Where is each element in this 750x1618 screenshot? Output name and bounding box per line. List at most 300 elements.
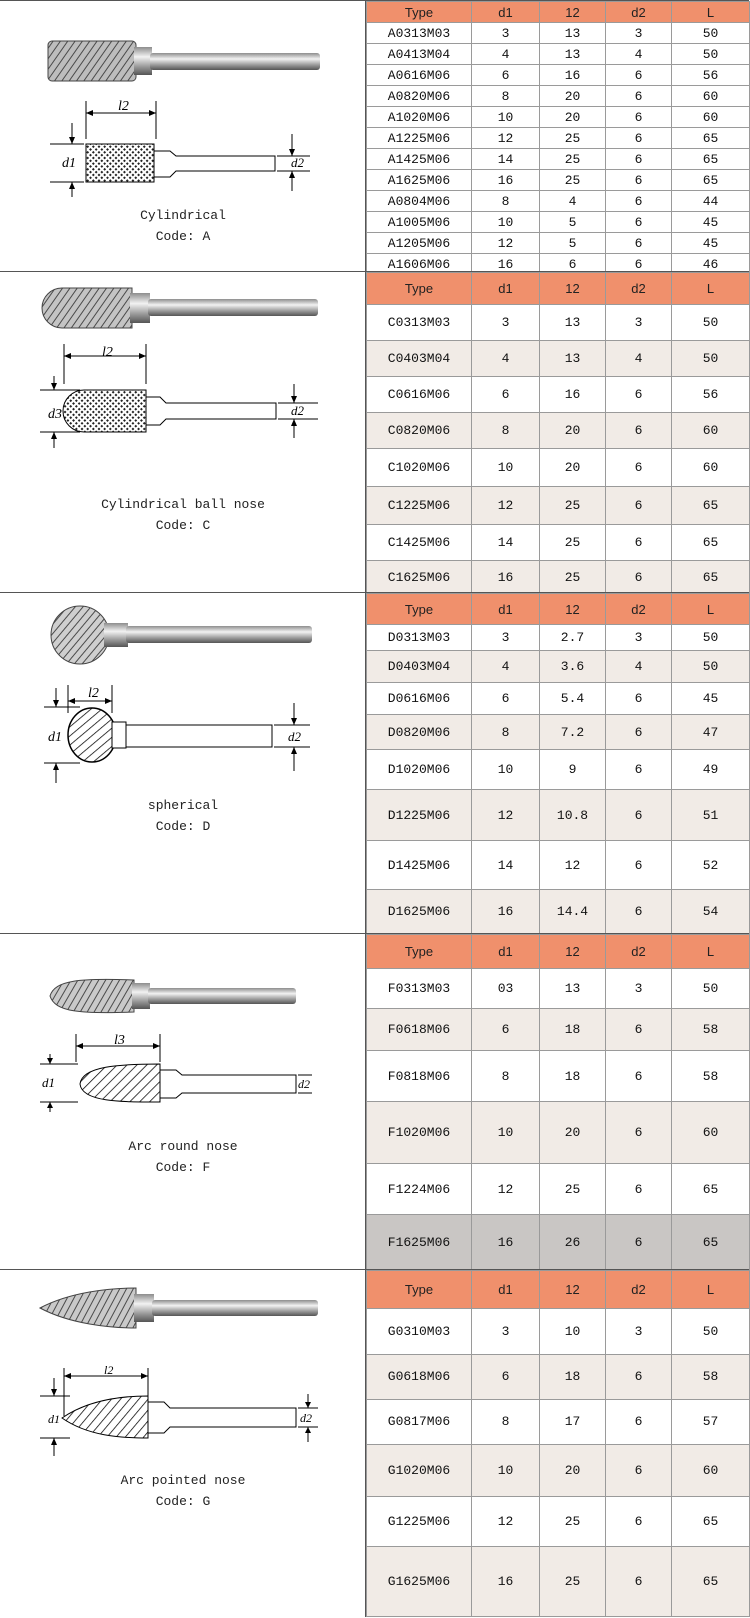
type-cell: F1625M06 <box>367 1215 472 1270</box>
value-cell: 13 <box>540 969 606 1009</box>
value-cell: 50 <box>672 305 750 341</box>
type-cell: C0313M03 <box>367 305 472 341</box>
value-cell: 47 <box>672 715 750 750</box>
value-cell: 6 <box>606 1102 672 1164</box>
header-row <box>367 935 750 969</box>
type-cell: C1020M06 <box>367 449 472 487</box>
head-diameter-label: d1 <box>42 1075 55 1090</box>
value-cell: 4 <box>472 651 540 683</box>
value-cell: 10 <box>472 750 540 790</box>
value-cell: 45 <box>672 233 750 254</box>
value-cell: 58 <box>672 1009 750 1051</box>
spec-table-a <box>366 1 750 275</box>
type-cell: A1625M06 <box>367 170 472 191</box>
column-header: 12 <box>540 935 606 969</box>
value-cell: 25 <box>540 561 606 594</box>
value-cell: 6 <box>606 890 672 934</box>
column-header: L <box>672 594 750 625</box>
value-cell: 14 <box>472 149 540 170</box>
table-row <box>367 1164 750 1215</box>
value-cell: 6 <box>606 377 672 413</box>
value-cell: 60 <box>672 107 750 128</box>
value-cell: 58 <box>672 1051 750 1102</box>
column-header: L <box>672 2 750 23</box>
value-cell: 6 <box>606 191 672 212</box>
value-cell: 60 <box>672 449 750 487</box>
type-cell: A0616M06 <box>367 65 472 86</box>
column-header: L <box>672 273 750 305</box>
value-cell: 50 <box>672 651 750 683</box>
value-cell: 12 <box>472 128 540 149</box>
type-cell: C0403M04 <box>367 341 472 377</box>
table-row <box>367 413 750 449</box>
header-row <box>367 2 750 23</box>
value-cell: 6 <box>606 487 672 525</box>
value-cell: 4 <box>606 44 672 65</box>
arc-round-nose-burr-illustration <box>0 934 366 1270</box>
header-row <box>367 594 750 625</box>
shape-name: Cylindrical ball nose <box>101 497 265 512</box>
value-cell: 6 <box>606 1354 672 1399</box>
value-cell: 3 <box>606 23 672 44</box>
shank-diameter-label: d2 <box>288 729 301 744</box>
value-cell: 6 <box>606 413 672 449</box>
value-cell: 3 <box>606 305 672 341</box>
value-cell: 12 <box>472 487 540 525</box>
value-cell: 6 <box>606 107 672 128</box>
type-cell: G0310M03 <box>367 1309 472 1354</box>
table-row <box>367 65 750 86</box>
value-cell: 16 <box>472 254 540 275</box>
table-row <box>367 525 750 561</box>
table-row <box>367 233 750 254</box>
type-cell: G1225M06 <box>367 1497 472 1547</box>
value-cell: 12 <box>472 233 540 254</box>
table-row <box>367 890 750 934</box>
table-row <box>367 23 750 44</box>
type-cell: D0313M03 <box>367 625 472 651</box>
type-cell: D0403M04 <box>367 651 472 683</box>
value-cell: 45 <box>672 212 750 233</box>
head-diameter-label: d3 <box>48 407 62 422</box>
column-header: Type <box>367 273 472 305</box>
value-cell: 60 <box>672 413 750 449</box>
value-cell: 65 <box>672 149 750 170</box>
value-cell: 4 <box>472 44 540 65</box>
table-row <box>367 683 750 715</box>
ball-nose-burr-illustration <box>0 272 366 593</box>
table-row <box>367 107 750 128</box>
shape-name: spherical <box>147 798 219 813</box>
value-cell: 8 <box>472 413 540 449</box>
value-cell: 56 <box>672 377 750 413</box>
table-row <box>367 1546 750 1616</box>
value-cell: 58 <box>672 1354 750 1399</box>
value-cell: 50 <box>672 969 750 1009</box>
column-header: L <box>672 935 750 969</box>
value-cell: 16 <box>540 65 606 86</box>
section-arc-pointed-nose <box>0 1269 749 1617</box>
illustration-panel <box>0 1270 366 1617</box>
value-cell: 10 <box>472 107 540 128</box>
value-cell: 6 <box>606 715 672 750</box>
type-cell: A1205M06 <box>367 233 472 254</box>
type-cell: D0820M06 <box>367 715 472 750</box>
value-cell: 6 <box>472 65 540 86</box>
type-cell: F0618M06 <box>367 1009 472 1051</box>
table-row <box>367 149 750 170</box>
value-cell: 65 <box>672 170 750 191</box>
value-cell: 57 <box>672 1399 750 1444</box>
length-label: l2 <box>88 686 99 701</box>
section-arc-round-nose <box>0 933 749 1269</box>
arc-pointed-nose-burr-illustration <box>0 1270 366 1618</box>
value-cell: 6 <box>606 1399 672 1444</box>
length-label: l2 <box>102 345 113 360</box>
length-label: l2 <box>104 1363 114 1377</box>
value-cell: 46 <box>672 254 750 275</box>
value-cell: 3 <box>472 23 540 44</box>
value-cell: 20 <box>540 449 606 487</box>
value-cell: 6 <box>606 750 672 790</box>
column-header: d2 <box>606 935 672 969</box>
value-cell: 5.4 <box>540 683 606 715</box>
value-cell: 5 <box>540 233 606 254</box>
value-cell: 6 <box>606 86 672 107</box>
type-cell: A0804M06 <box>367 191 472 212</box>
type-cell: G0817M06 <box>367 1399 472 1444</box>
value-cell: 3 <box>606 1309 672 1354</box>
value-cell: 6 <box>606 1445 672 1497</box>
value-cell: 56 <box>672 65 750 86</box>
type-cell: A1020M06 <box>367 107 472 128</box>
column-header: L <box>672 1271 750 1309</box>
value-cell: 9 <box>540 750 606 790</box>
table-row <box>367 1009 750 1051</box>
value-cell: 18 <box>540 1354 606 1399</box>
value-cell: 4 <box>540 191 606 212</box>
illustration-panel <box>0 1 366 271</box>
value-cell: 50 <box>672 23 750 44</box>
value-cell: 49 <box>672 750 750 790</box>
type-cell: D1225M06 <box>367 790 472 841</box>
table-row <box>367 86 750 107</box>
value-cell: 6 <box>606 1051 672 1102</box>
table-row <box>367 1497 750 1547</box>
value-cell: 17 <box>540 1399 606 1444</box>
value-cell: 6 <box>606 170 672 191</box>
table-row <box>367 969 750 1009</box>
value-cell: 6 <box>606 254 672 275</box>
shank-diameter-label: d2 <box>298 1077 310 1091</box>
shape-name: Arc round nose <box>128 1139 238 1154</box>
value-cell: 20 <box>540 86 606 107</box>
spec-table-f <box>366 934 750 1270</box>
type-cell: A0820M06 <box>367 86 472 107</box>
value-cell: 3 <box>472 625 540 651</box>
section-cylindrical-ball-nose <box>0 271 749 592</box>
value-cell: 6 <box>606 1009 672 1051</box>
value-cell: 8 <box>472 1051 540 1102</box>
type-cell: F0818M06 <box>367 1051 472 1102</box>
value-cell: 2.7 <box>540 625 606 651</box>
table-row <box>367 212 750 233</box>
value-cell: 6 <box>606 841 672 890</box>
value-cell: 20 <box>540 1102 606 1164</box>
value-cell: 25 <box>540 1546 606 1616</box>
value-cell: 44 <box>672 191 750 212</box>
shank-diameter-label: d2 <box>291 155 304 170</box>
value-cell: 10 <box>472 449 540 487</box>
value-cell: 6 <box>606 1546 672 1616</box>
value-cell: 60 <box>672 1445 750 1497</box>
value-cell: 8 <box>472 1399 540 1444</box>
value-cell: 13 <box>540 305 606 341</box>
value-cell: 6 <box>606 1215 672 1270</box>
column-header: Type <box>367 935 472 969</box>
value-cell: 6 <box>606 1164 672 1215</box>
value-cell: 65 <box>672 1546 750 1616</box>
section-spherical <box>0 592 749 933</box>
type-cell: C1625M06 <box>367 561 472 594</box>
column-header: Type <box>367 2 472 23</box>
illustration-panel <box>0 934 366 1269</box>
shape-name: Cylindrical <box>140 208 226 223</box>
spherical-burr-illustration <box>0 593 366 934</box>
value-cell: 16 <box>472 1546 540 1616</box>
value-cell: 7.2 <box>540 715 606 750</box>
value-cell: 12 <box>472 790 540 841</box>
value-cell: 54 <box>672 890 750 934</box>
column-header: d2 <box>606 594 672 625</box>
value-cell: 6 <box>606 683 672 715</box>
value-cell: 52 <box>672 841 750 890</box>
head-diameter-label: d1 <box>48 730 62 745</box>
table-row <box>367 487 750 525</box>
column-header: d1 <box>472 273 540 305</box>
value-cell: 25 <box>540 170 606 191</box>
table-row <box>367 651 750 683</box>
type-cell: C0616M06 <box>367 377 472 413</box>
column-header: Type <box>367 1271 472 1309</box>
column-header: 12 <box>540 2 606 23</box>
value-cell: 65 <box>672 487 750 525</box>
value-cell: 25 <box>540 487 606 525</box>
column-header: d1 <box>472 2 540 23</box>
type-cell: A1225M06 <box>367 128 472 149</box>
table-row <box>367 1354 750 1399</box>
value-cell: 51 <box>672 790 750 841</box>
type-cell: G1020M06 <box>367 1445 472 1497</box>
value-cell: 5 <box>540 212 606 233</box>
table-row <box>367 1309 750 1354</box>
value-cell: 3 <box>472 305 540 341</box>
value-cell: 4 <box>472 341 540 377</box>
value-cell: 25 <box>540 1497 606 1547</box>
value-cell: 13 <box>540 44 606 65</box>
value-cell: 20 <box>540 107 606 128</box>
value-cell: 14.4 <box>540 890 606 934</box>
table-row <box>367 449 750 487</box>
value-cell: 6 <box>606 525 672 561</box>
table-row <box>367 625 750 651</box>
value-cell: 16 <box>472 890 540 934</box>
type-cell: G0618M06 <box>367 1354 472 1399</box>
table-row <box>367 377 750 413</box>
table-row <box>367 191 750 212</box>
type-cell: D0616M06 <box>367 683 472 715</box>
value-cell: 10 <box>472 1445 540 1497</box>
value-cell: 60 <box>672 1102 750 1164</box>
table-row <box>367 561 750 594</box>
table-row <box>367 305 750 341</box>
value-cell: 65 <box>672 1215 750 1270</box>
value-cell: 6 <box>540 254 606 275</box>
value-cell: 03 <box>472 969 540 1009</box>
value-cell: 6 <box>606 65 672 86</box>
type-cell: A0413M04 <box>367 44 472 65</box>
type-cell: F1020M06 <box>367 1102 472 1164</box>
value-cell: 12 <box>540 841 606 890</box>
value-cell: 50 <box>672 625 750 651</box>
shape-code: Code: D <box>155 819 211 834</box>
value-cell: 14 <box>472 841 540 890</box>
value-cell: 4 <box>606 341 672 377</box>
spec-table-c <box>366 272 750 594</box>
type-cell: C1225M06 <box>367 487 472 525</box>
header-row <box>367 273 750 305</box>
head-diameter-label: d1 <box>62 156 76 171</box>
value-cell: 18 <box>540 1009 606 1051</box>
value-cell: 50 <box>672 341 750 377</box>
value-cell: 20 <box>540 413 606 449</box>
value-cell: 3 <box>472 1309 540 1354</box>
table-row <box>367 790 750 841</box>
value-cell: 8 <box>472 715 540 750</box>
value-cell: 8 <box>472 86 540 107</box>
column-header: d1 <box>472 1271 540 1309</box>
shank-diameter-label: d2 <box>291 403 304 418</box>
value-cell: 3 <box>606 625 672 651</box>
shape-code: Code: C <box>155 518 211 533</box>
shape-code: Code: A <box>155 229 211 244</box>
value-cell: 6 <box>606 1497 672 1547</box>
value-cell: 16 <box>472 1215 540 1270</box>
illustration-panel <box>0 593 366 933</box>
value-cell: 65 <box>672 1164 750 1215</box>
shank-diameter-label: d2 <box>300 1411 312 1425</box>
column-header: d1 <box>472 594 540 625</box>
value-cell: 13 <box>540 23 606 44</box>
value-cell: 65 <box>672 561 750 594</box>
value-cell: 26 <box>540 1215 606 1270</box>
column-header: 12 <box>540 1271 606 1309</box>
type-cell: G1625M06 <box>367 1546 472 1616</box>
value-cell: 6 <box>472 377 540 413</box>
length-label: l2 <box>118 99 129 114</box>
value-cell: 25 <box>540 128 606 149</box>
value-cell: 6 <box>606 790 672 841</box>
value-cell: 6 <box>606 149 672 170</box>
value-cell: 10 <box>472 212 540 233</box>
value-cell: 20 <box>540 1445 606 1497</box>
header-row <box>367 1271 750 1309</box>
type-cell: A1425M06 <box>367 149 472 170</box>
table-row <box>367 750 750 790</box>
type-cell: A1005M06 <box>367 212 472 233</box>
value-cell: 6 <box>606 212 672 233</box>
value-cell: 6 <box>606 233 672 254</box>
type-cell: A0313M03 <box>367 23 472 44</box>
value-cell: 18 <box>540 1051 606 1102</box>
spec-table-d <box>366 593 750 934</box>
type-cell: A1606M06 <box>367 254 472 275</box>
value-cell: 6 <box>472 683 540 715</box>
table-row <box>367 170 750 191</box>
table-row <box>367 1445 750 1497</box>
table-row <box>367 1051 750 1102</box>
column-header: d2 <box>606 2 672 23</box>
value-cell: 6 <box>472 1354 540 1399</box>
shape-code: Code: G <box>155 1494 211 1509</box>
value-cell: 10.8 <box>540 790 606 841</box>
value-cell: 6 <box>606 561 672 594</box>
table-row <box>367 1102 750 1164</box>
table-row <box>367 715 750 750</box>
column-header: d2 <box>606 273 672 305</box>
type-cell: F0313M03 <box>367 969 472 1009</box>
column-header: d2 <box>606 1271 672 1309</box>
value-cell: 12 <box>472 1164 540 1215</box>
value-cell: 6 <box>472 1009 540 1051</box>
illustration-panel <box>0 272 366 592</box>
length-label: l3 <box>114 1033 125 1048</box>
column-header: Type <box>367 594 472 625</box>
type-cell: D1020M06 <box>367 750 472 790</box>
value-cell: 8 <box>472 191 540 212</box>
type-cell: D1425M06 <box>367 841 472 890</box>
value-cell: 25 <box>540 1164 606 1215</box>
value-cell: 16 <box>472 170 540 191</box>
value-cell: 13 <box>540 341 606 377</box>
value-cell: 65 <box>672 525 750 561</box>
value-cell: 6 <box>606 128 672 149</box>
value-cell: 45 <box>672 683 750 715</box>
table-row <box>367 1215 750 1270</box>
spec-table-g <box>366 1270 750 1617</box>
value-cell: 10 <box>540 1309 606 1354</box>
value-cell: 25 <box>540 149 606 170</box>
column-header: 12 <box>540 273 606 305</box>
column-header: 12 <box>540 594 606 625</box>
value-cell: 50 <box>672 1309 750 1354</box>
section-cylindrical <box>0 0 749 271</box>
value-cell: 16 <box>540 377 606 413</box>
value-cell: 50 <box>672 44 750 65</box>
value-cell: 3 <box>606 969 672 1009</box>
value-cell: 65 <box>672 128 750 149</box>
type-cell: D1625M06 <box>367 890 472 934</box>
value-cell: 12 <box>472 1497 540 1547</box>
shape-code: Code: F <box>155 1160 211 1175</box>
type-cell: C1425M06 <box>367 525 472 561</box>
table-row <box>367 128 750 149</box>
type-cell: F1224M06 <box>367 1164 472 1215</box>
table-row <box>367 44 750 65</box>
value-cell: 10 <box>472 1102 540 1164</box>
value-cell: 60 <box>672 86 750 107</box>
type-cell: C0820M06 <box>367 413 472 449</box>
